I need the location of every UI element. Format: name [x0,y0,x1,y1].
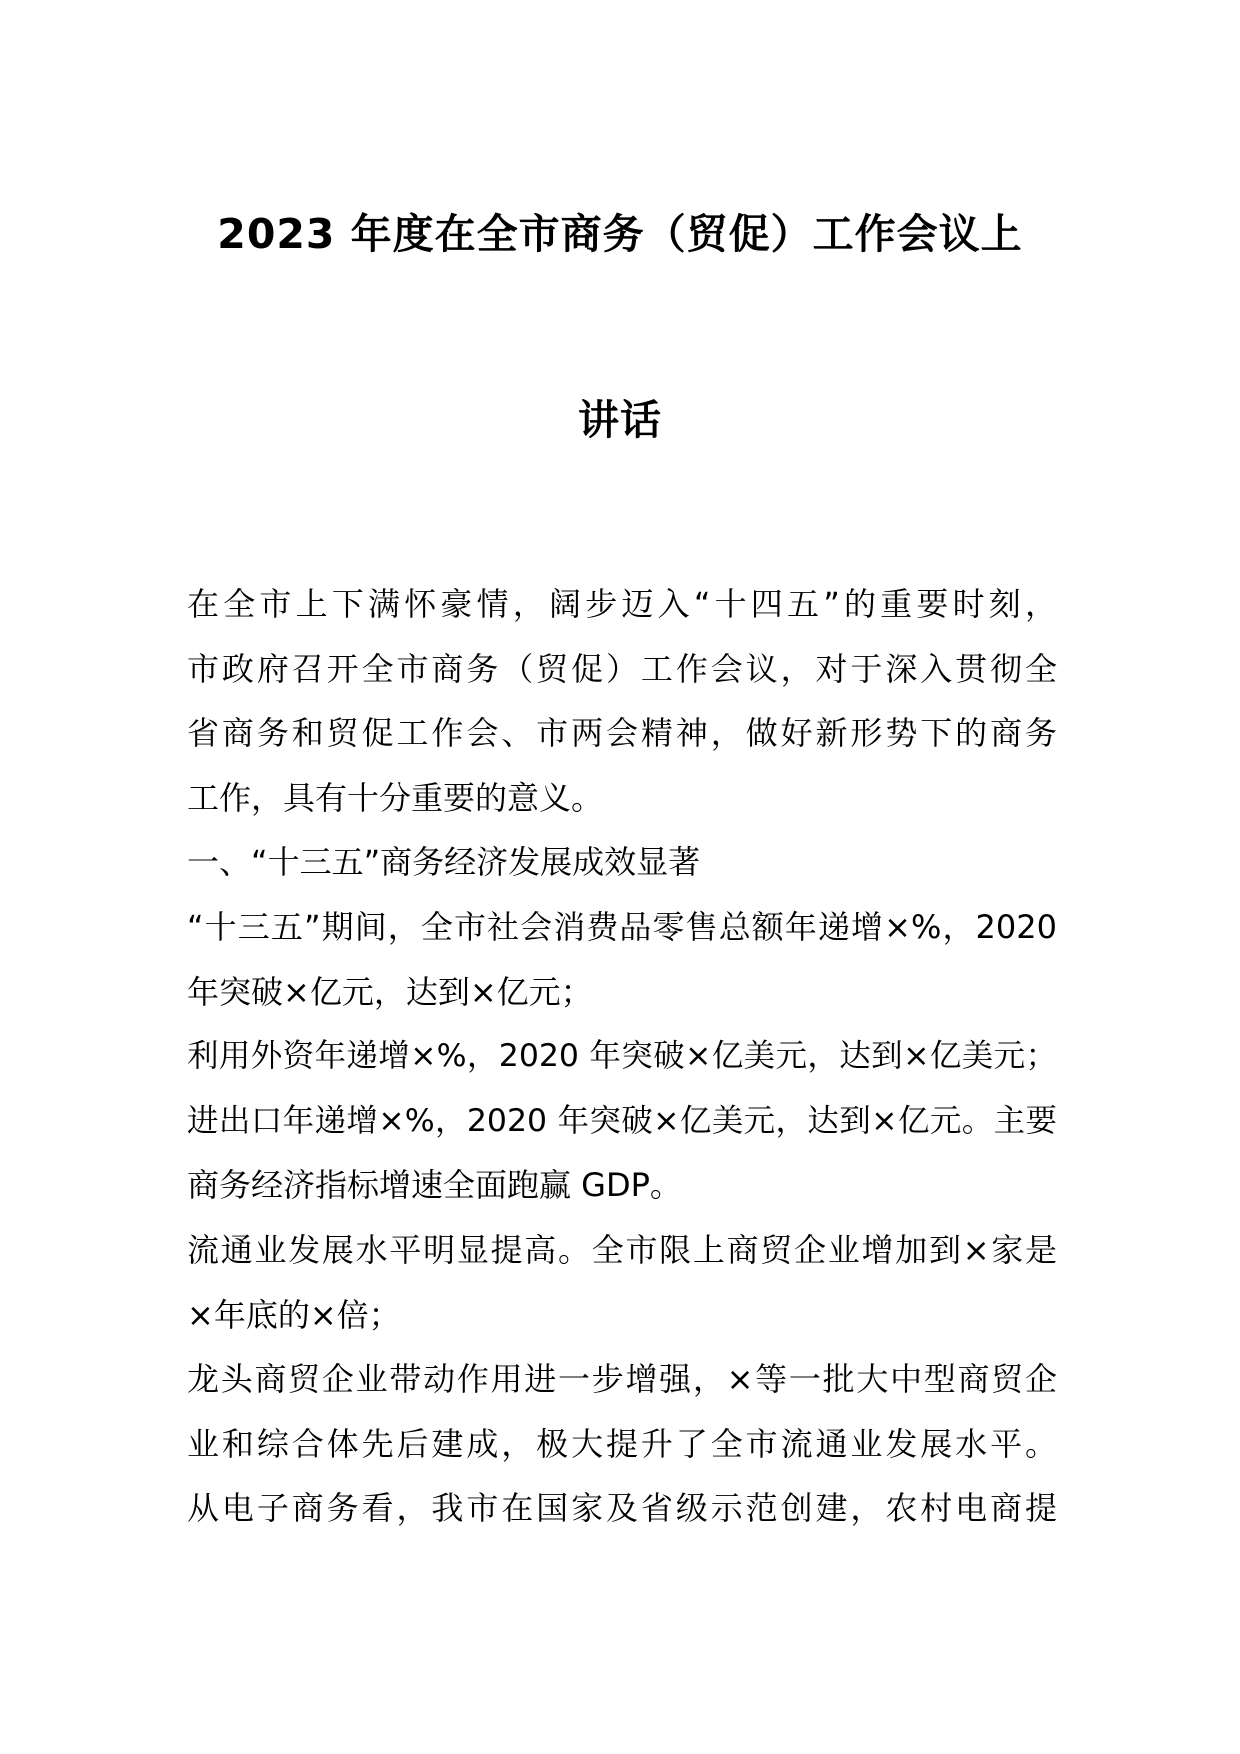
body-line: 龙头商贸企业带动作用进一步增强，×等一批大中型商贸企 [187,1360,1057,1399]
body-line: 利用外资年递增×%，2020 年突破×亿美元，达到×亿美元； [187,1038,1057,1075]
body-line: 省商务和贸促工作会、市两会精神，做好新形势下的商务 [187,714,1057,753]
body-line: 商务经济指标增速全面跑赢 GDP。 [187,1166,682,1205]
document-title-line-2: 讲话 [578,396,662,444]
body-line: 流通业发展水平明显提高。全市限上商贸企业增加到×家是 [187,1230,1057,1269]
body-line: 在全市上下满怀豪情，阔步迈入“十四五”的重要时刻， [187,585,1057,623]
body-line: 年突破×亿元，达到×亿元； [187,972,593,1011]
body-line: 从电子商务看，我市在国家及省级示范创建，农村电商提 [187,1489,1057,1528]
document-body [187,572,1057,1541]
body-line: 工作，具有十分重要的意义。 [187,778,604,817]
body-line: 进出口年递增×%，2020 年突破×亿美元，达到×亿元。主要 [187,1102,1057,1139]
body-line: 业和综合体先后建成，极大提升了全市流通业发展水平。 [187,1424,1057,1463]
body-line: “十三五”期间，全市社会消费品零售总额年递增×%，2020 [187,907,1057,946]
document-title-line-1: 2023 年度在全市商务（贸促）工作会议上 [217,210,1023,258]
section-heading: 一、“十三五”商务经济发展成效显著 [187,843,701,882]
body-line: ×年底的×倍； [187,1295,401,1334]
body-line: 市政府召开全市商务（贸促）工作会议，对于深入贯彻全 [187,649,1057,688]
